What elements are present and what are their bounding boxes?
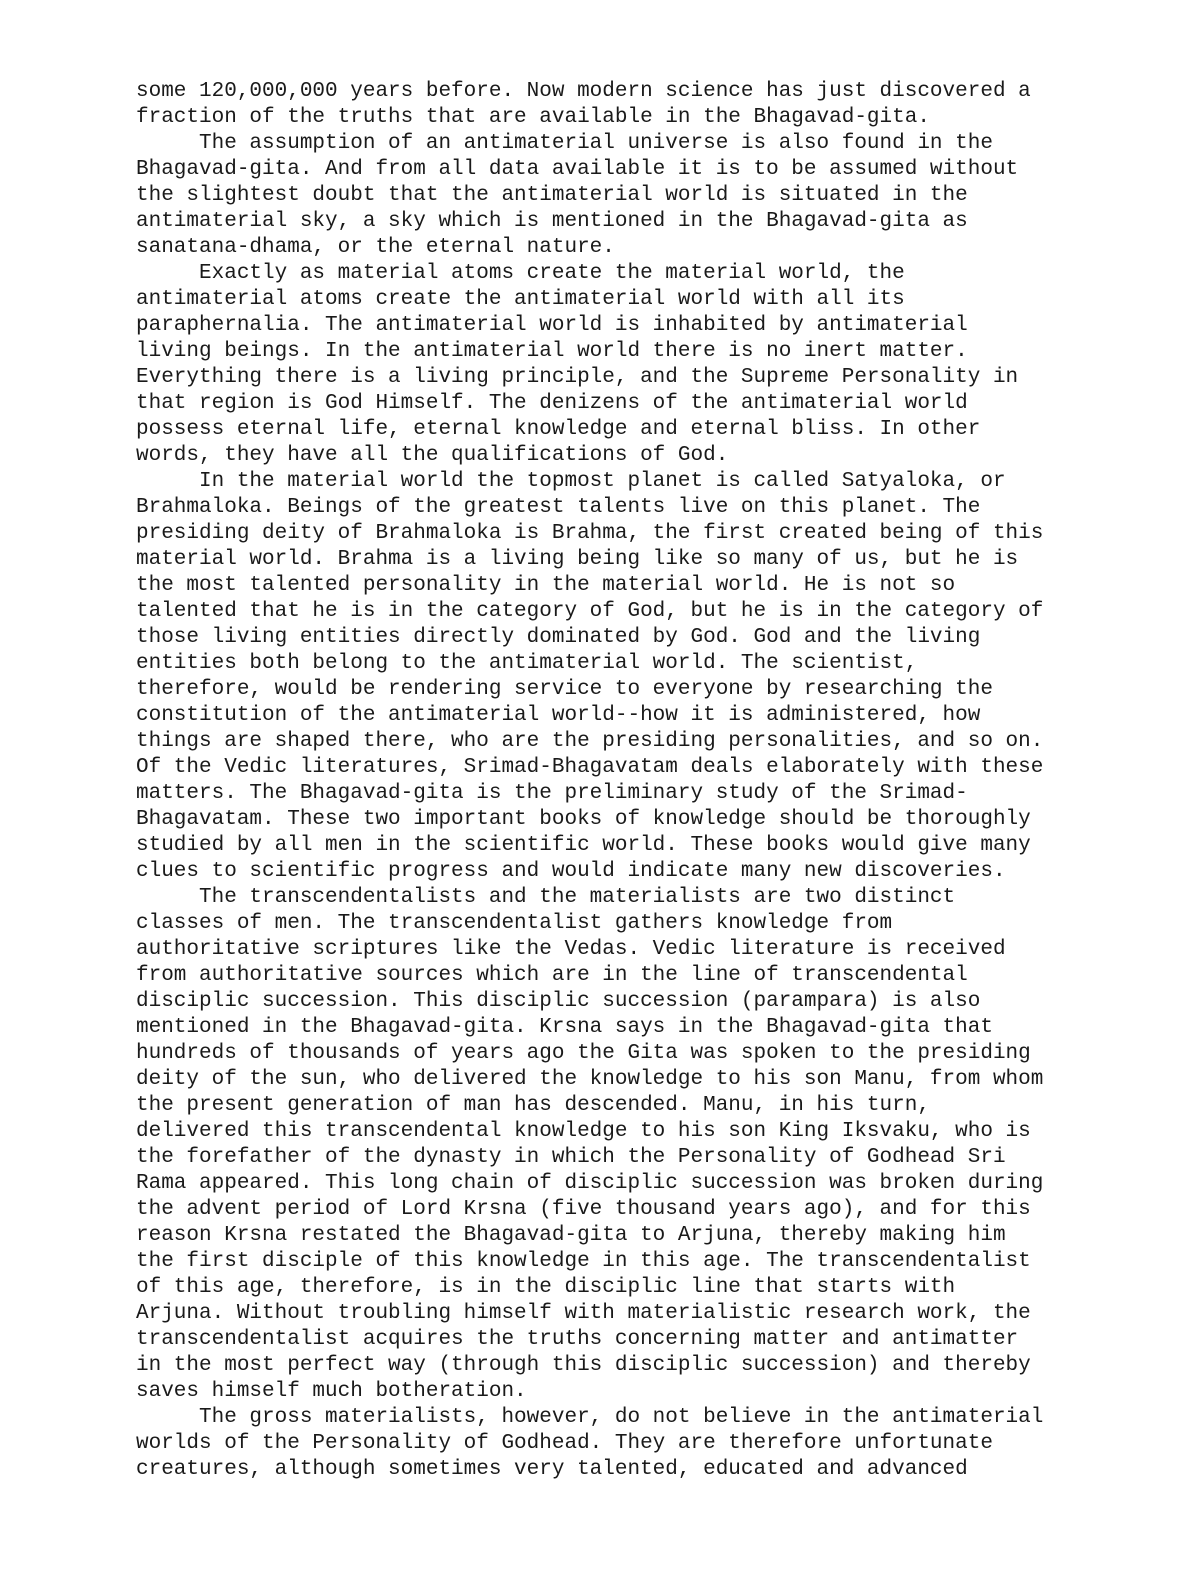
text-line: mentioned in the Bhagavad-gita. Krsna says in the Bhagavad-gita that — [136, 1016, 993, 1039]
text-line: the slightest doubt that the antimaterial world is situated in the — [136, 184, 968, 207]
text-line: Of the Vedic literatures, Srimad-Bhagavatam deals elaborately with these — [136, 756, 1044, 779]
text-line: delivered this transcendental knowledge to his son King Iksvaku, who is — [136, 1120, 1031, 1143]
text-line: the present generation of man has descended. Manu, in his turn, — [136, 1094, 930, 1117]
text-line: fraction of the truths that are available in the Bhagavad-gita. — [136, 106, 930, 129]
text-line: words, they have all the qualifications of God. — [136, 444, 729, 467]
text-line: Rama appeared. This long chain of disciplic succession was broken during — [136, 1172, 1044, 1195]
text-line: worlds of the Personality of Godhead. They are therefore unfortunate — [136, 1432, 993, 1455]
text-line: matters. The Bhagavad-gita is the preliminary study of the Srimad- — [136, 782, 968, 805]
text-line: hundreds of thousands of years ago the Gita was spoken to the presiding — [136, 1042, 1031, 1065]
text-line: talented that he is in the category of God, but he is in the category of — [136, 600, 1044, 623]
text-line: from authoritative sources which are in the line of transcendental — [136, 964, 968, 987]
text-line: Arjuna. Without troubling himself with materialistic research work, the — [136, 1302, 1031, 1325]
text-line: The gross materialists, however, do not believe in the antimaterial — [136, 1406, 1044, 1429]
text-line: The assumption of an antimaterial universe is also found in the — [136, 132, 993, 155]
text-line: antimaterial atoms create the antimaterial world with all its — [136, 288, 905, 311]
text-line: things are shaped there, who are the presiding personalities, and so on. — [136, 730, 1044, 753]
text-line: of this age, therefore, is in the disciplic line that starts with — [136, 1276, 956, 1299]
text-line: material world. Brahma is a living being like so many of us, but he is — [136, 548, 1019, 571]
text-line: the advent period of Lord Krsna (five thousand years ago), and for this — [136, 1198, 1031, 1221]
text-line: paraphernalia. The antimaterial world is inhabited by antimaterial — [136, 314, 968, 337]
text-line: Brahmaloka. Beings of the greatest talents live on this planet. The — [136, 496, 981, 519]
text-line: that region is God Himself. The denizens of the antimaterial world — [136, 392, 968, 415]
text-line: sanatana-dhama, or the eternal nature. — [136, 236, 615, 259]
text-line: Exactly as material atoms create the material world, the — [136, 262, 905, 285]
text-line: classes of men. The transcendentalist gathers knowledge from — [136, 912, 893, 935]
text-line: Bhagavatam. These two important books of knowledge should be thoroughly — [136, 808, 1031, 831]
text-line: constitution of the antimaterial world--how it is administered, how — [136, 704, 981, 727]
text-line: presiding deity of Brahmaloka is Brahma, the first created being of this — [136, 522, 1044, 545]
text-line: clues to scientific progress and would indicate many new discoveries. — [136, 860, 1006, 883]
text-line: In the material world the topmost planet is called Satyaloka, or — [136, 470, 1006, 493]
document-page — [136, 79, 1136, 1483]
text-line: the forefather of the dynasty in which the Personality of Godhead Sri — [136, 1146, 1006, 1169]
text-line: antimaterial sky, a sky which is mentioned in the Bhagavad-gita as — [136, 210, 968, 233]
text-line: Bhagavad-gita. And from all data available it is to be assumed without — [136, 158, 1019, 181]
text-line: therefore, would be rendering service to everyone by researching the — [136, 678, 993, 701]
text-line: The transcendentalists and the materialists are two distinct — [136, 886, 956, 909]
text-line: disciplic succession. This disciplic succession (parampara) is also — [136, 990, 981, 1013]
text-line: studied by all men in the scientific world. These books would give many — [136, 834, 1031, 857]
text-line: those living entities directly dominated by God. God and the living — [136, 626, 981, 649]
text-line: deity of the sun, who delivered the knowledge to his son Manu, from whom — [136, 1068, 1044, 1091]
text-line: Everything there is a living principle, and the Supreme Personality in — [136, 366, 1019, 389]
text-line: authoritative scriptures like the Vedas. Vedic literature is received — [136, 938, 1006, 961]
text-line: living beings. In the antimaterial world there is no inert matter. — [136, 340, 968, 363]
text-line: possess eternal life, eternal knowledge and eternal bliss. In other — [136, 418, 981, 441]
text-line: the first disciple of this knowledge in this age. The transcendentalist — [136, 1250, 1031, 1273]
text-line: the most talented personality in the material world. He is not so — [136, 574, 956, 597]
text-line: in the most perfect way (through this disciplic succession) and thereby — [136, 1354, 1031, 1377]
text-line: entities both belong to the antimaterial world. The scientist, — [136, 652, 918, 675]
text-line: saves himself much botheration. — [136, 1380, 527, 1403]
text-line: creatures, although sometimes very talented, educated and advanced — [136, 1458, 968, 1481]
text-line: transcendentalist acquires the truths concerning matter and antimatter — [136, 1328, 1019, 1351]
text-line: some 120,000,000 years before. Now modern science has just discovered a — [136, 80, 1031, 103]
text-line: reason Krsna restated the Bhagavad-gita to Arjuna, thereby making him — [136, 1224, 1006, 1247]
